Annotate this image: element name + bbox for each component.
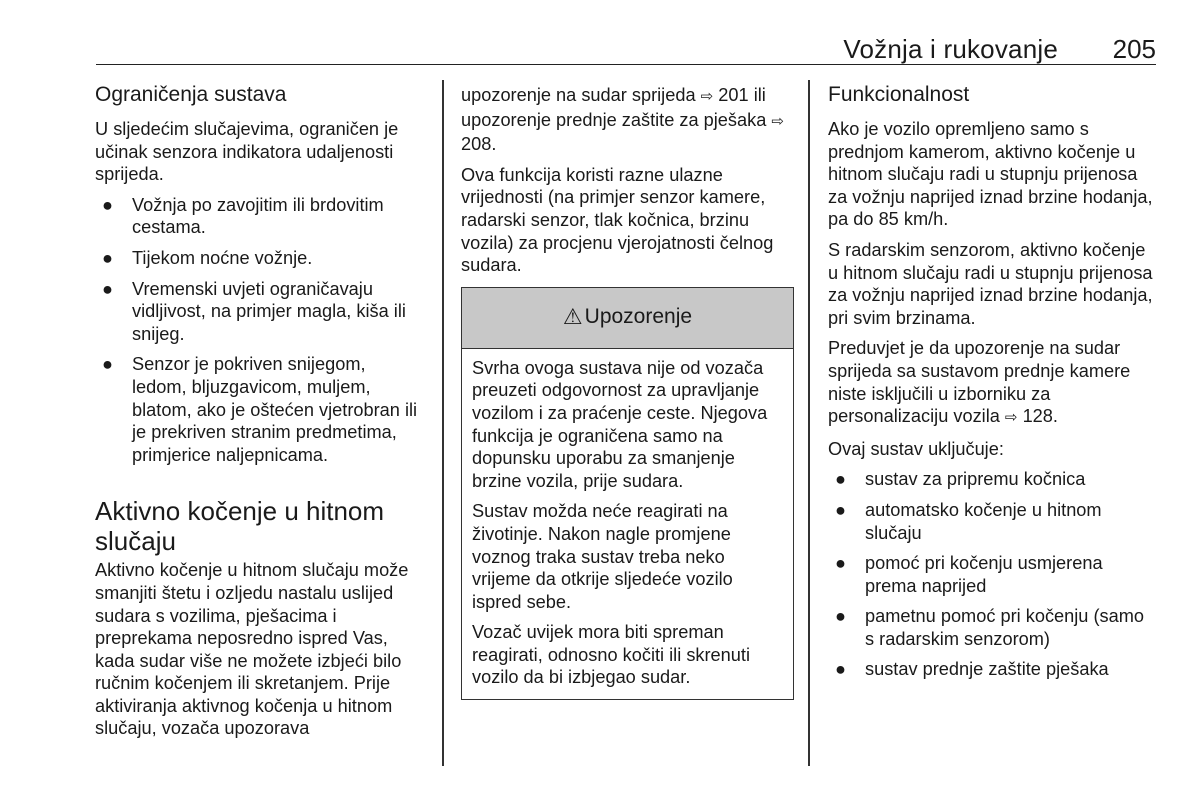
paragraph: Svrha ovoga sustava nije od vozača preuzeti odgovornost za upravljanje vozilom i za praćenje ceste. Njegova funkcija je ograničena samo na dopunsku uporabu za smanjenje brzine vozila, prije sudara.: [472, 357, 768, 491]
warning-header: [462, 288, 793, 349]
text-run: ili upozorenje prednje zaštite za pješaka: [461, 85, 767, 130]
list-item-text: Senzor je pokriven snijegom, ledom, bljuzgavicom, muljem, blatom, ako je oštećen vjetrobran ili je prekriven stranim predmetima, primjerice naljepnicama.: [132, 354, 418, 465]
bullet-list: [828, 468, 1158, 681]
text-run: .: [491, 134, 497, 155]
list-item: [828, 552, 1158, 597]
column-middle: [461, 84, 794, 700]
list-item: [828, 658, 1158, 681]
list-item-text: automatsko kočenje u hitnom slučaju: [865, 499, 1102, 543]
section-heading: Ograničenja sustava: [95, 83, 287, 106]
paragraph: Ako je vozilo opremljeno samo s prednjom kamerom, aktivno kočenje u hitnom slučaju radi u stupnju prijenosa za vožnju naprijed iznad brzine hodanja, pa do 85 km/h.: [828, 119, 1153, 230]
list-item-text: Vožnja po zavojitim ili brdovitim cestama.: [132, 194, 384, 238]
list-item-text: sustav prednje zaštite pješaka: [865, 659, 1109, 680]
page-reference[interactable]: 128: [1022, 406, 1053, 427]
text-run: Preduvjet je da upozorenje na sudar sprijeda sa sustavom prednje kamere niste isključili u izborniku za personalizaciju vozila: [828, 338, 1131, 427]
reference-arrow-icon: ⇨: [1004, 409, 1018, 427]
warning-box: [461, 287, 794, 700]
page-reference[interactable]: 208: [461, 134, 492, 155]
paragraph: Ova funkcija koristi razne ulazne vrijednosti (na primjer senzor kamere, radarski senzor, tlak kočnica, brzinu vozila) za procjenu vjerojatnosti čelnog sudara.: [461, 164, 774, 276]
paragraph: Aktivno kočenje u hitnom slučaju može smanjiti štetu i ozljedu nastalu uslijed sudara s vozilima, pješacima i preprekama neposredno ispred Vas, kada sudar više ne možete izbjeći bilo ručnim kočenjem ili skretanjem. Prije aktiviranja aktivnog kočenja u hitnom slučaju, vozača upozorava: [95, 560, 409, 739]
bullet-list: [95, 194, 425, 467]
list-item: [95, 278, 425, 346]
chapter-title: Vožnja i rukovanje: [843, 34, 1058, 64]
bullet-icon: ●: [835, 469, 846, 490]
list-item: [828, 605, 1158, 650]
list-item-text: Vremenski uvjeti ograničavaju vidljivost, na primjer magla, kiša ili snijeg.: [132, 278, 406, 344]
list-item-text: pomoć pri kočenju usmjerena prema naprijed: [865, 553, 1103, 596]
bullet-icon: ●: [102, 194, 113, 215]
bullet-icon: ●: [835, 499, 846, 520]
page-reference[interactable]: 201: [718, 85, 749, 105]
list-item: [828, 468, 1158, 491]
reference-arrow-icon: ⇨: [700, 88, 714, 105]
page-header: [96, 30, 1156, 65]
paragraph: Sustav možda neće reagirati na životinje. Nakon nagle promjene voznog traka sustav treba neko vrijeme da otkrije sljedeće vozilo ispred sebe.: [472, 501, 733, 612]
paragraph: Ovaj sustav uključuje:: [828, 438, 1004, 459]
section-heading: Funkcionalnost: [828, 83, 970, 106]
warning-body: [462, 349, 793, 699]
text-run: upozorenje na sudar sprijeda: [461, 85, 696, 105]
bullet-icon: ●: [835, 606, 846, 627]
bullet-icon: ●: [835, 553, 846, 574]
reference-arrow-icon: ⇨: [771, 112, 784, 130]
list-item: [828, 499, 1158, 544]
column-divider: [442, 80, 444, 766]
text-run: .: [1052, 406, 1058, 427]
warning-icon: ⚠: [562, 304, 583, 330]
column-left: [95, 82, 425, 748]
list-item-text: Tijekom noćne vožnje.: [132, 247, 313, 268]
list-item-text: sustav za pripremu kočnica: [865, 469, 1086, 490]
list-item: [95, 353, 425, 466]
bullet-icon: ●: [102, 354, 113, 375]
bullet-icon: ●: [102, 278, 113, 299]
paragraph: U sljedećim slučajevima, ograničen je učinak senzora indikatora udaljenosti sprijeda.: [95, 119, 399, 185]
paragraph: S radarskim senzorom, aktivno kočenje u hitnom slučaju radi u stupnju prijenosa za vožnju naprijed iznad brzine hodanja, pri svim brzinama.: [828, 239, 1153, 328]
column-divider: [808, 80, 810, 766]
column-right: [828, 82, 1158, 689]
list-item: [95, 194, 425, 239]
major-section-title: Aktivno kočenje u hitnom slučaju: [95, 496, 385, 557]
list-item: [95, 247, 425, 270]
paragraph: [828, 337, 1158, 429]
list-item-text: pametnu pomoć pri kočenju (samo s radarskim senzorom): [865, 606, 1145, 649]
bullet-icon: ●: [102, 247, 113, 268]
page-number: 205: [1112, 34, 1156, 64]
warning-title: Upozorenje: [584, 305, 693, 329]
paragraph: Vozač uvijek mora biti spreman reagirati, odnosno kočiti ili skrenuti vozilo da bi izbjegao sudar.: [472, 622, 750, 688]
paragraph: [461, 84, 794, 156]
bullet-icon: ●: [835, 659, 846, 680]
